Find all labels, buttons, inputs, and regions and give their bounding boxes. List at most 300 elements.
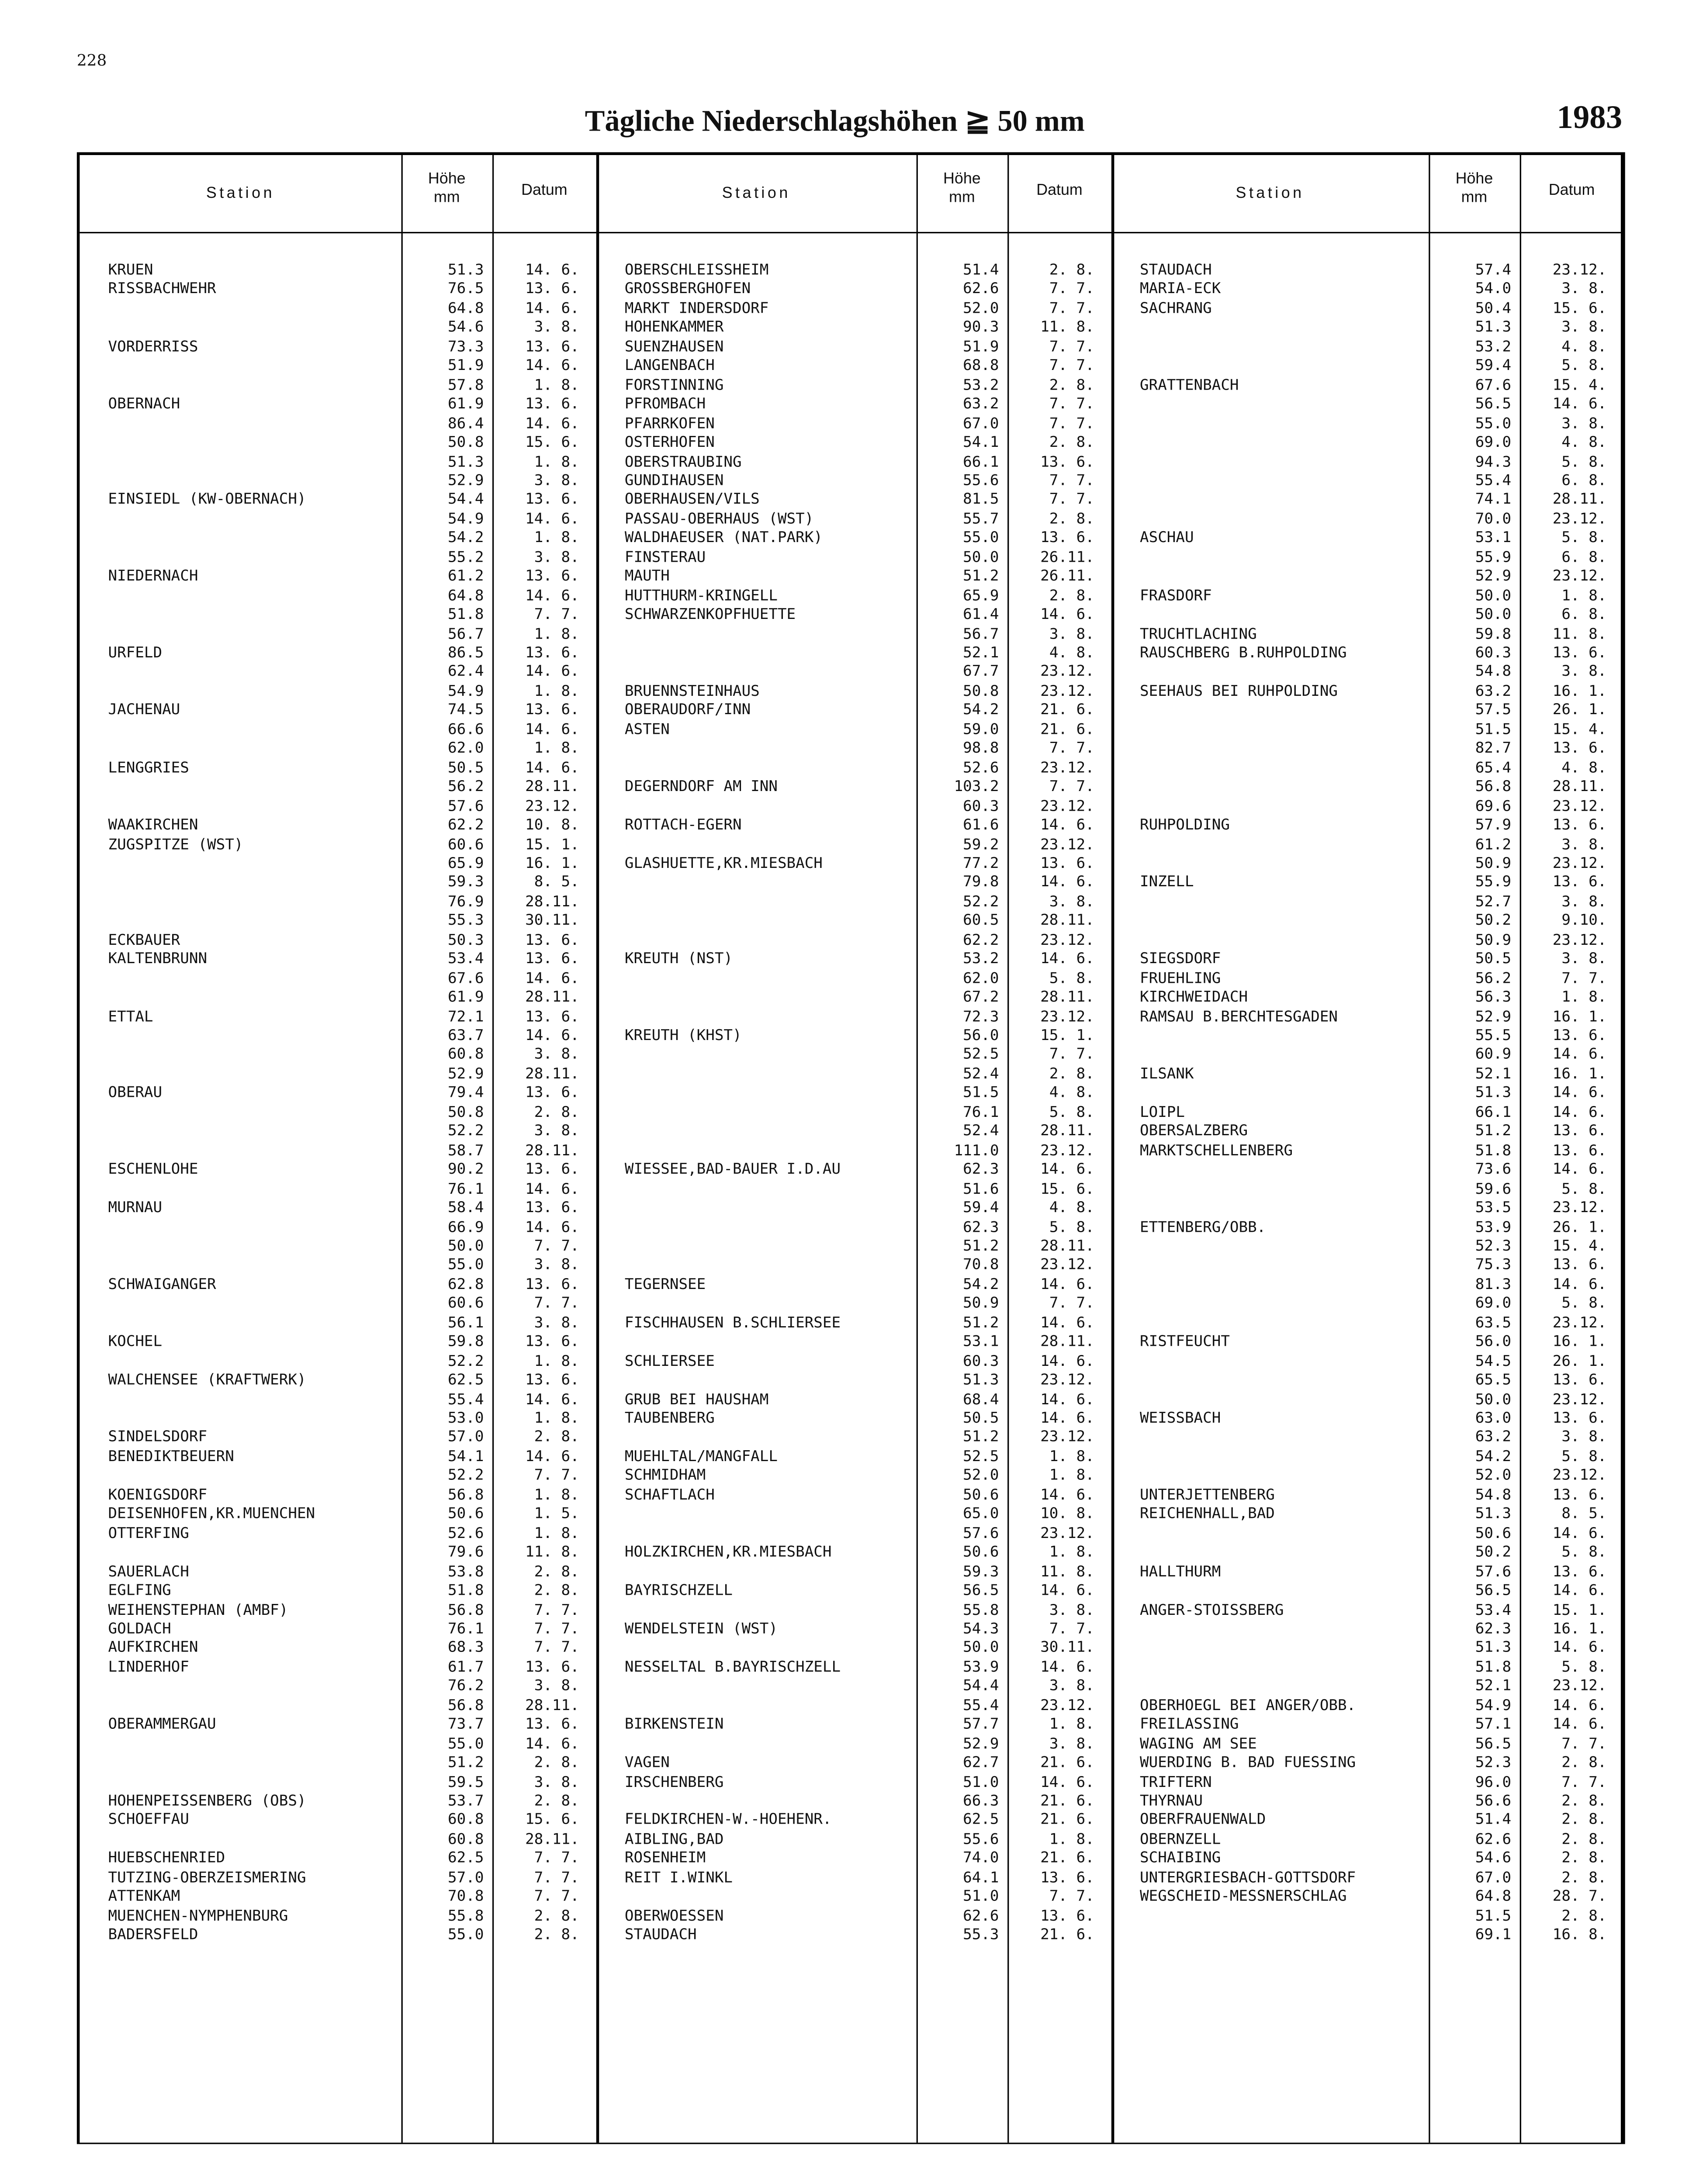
datum-value: 14. 6.: [1552, 1639, 1607, 1657]
station-name: KOENIGSDORF: [108, 1486, 208, 1504]
hoehe-value: 55.3: [963, 1926, 999, 1944]
datum-value: 14. 6.: [1552, 1524, 1607, 1542]
datum-value: 5. 8.: [1561, 1448, 1607, 1465]
station-name: FREILASSING: [1140, 1716, 1239, 1733]
hoehe-value: 55.0: [448, 1735, 484, 1752]
hoehe-value: 60.6: [448, 836, 484, 853]
datum-value: 2. 8.: [1049, 377, 1094, 394]
hoehe-value: 62.5: [448, 1372, 484, 1389]
hoehe-value: 50.6: [963, 1486, 999, 1504]
hoehe-value: 50.3: [448, 931, 484, 949]
datum-value: 3. 8.: [534, 1123, 579, 1140]
hoehe-value: 54.3: [963, 1620, 999, 1638]
datum-value: 1. 8.: [534, 740, 579, 757]
page-number: 228: [76, 51, 107, 70]
hoehe-value: 50.0: [963, 549, 999, 566]
hoehe-value: 56.6: [1475, 1793, 1512, 1810]
station-name: URFELD: [108, 644, 163, 662]
datum-value: 16. 1.: [525, 855, 579, 872]
datum-value: 14. 6.: [1552, 1046, 1607, 1064]
datum-value: 23.12.: [1040, 683, 1094, 700]
hoehe-value: 51.8: [448, 606, 484, 623]
datum-value: 7. 7.: [534, 1850, 579, 1867]
station-name: KREUTH (NST): [624, 950, 733, 968]
hoehe-value: 64.8: [1475, 1888, 1512, 1906]
datum-value: 16. 1.: [1552, 1620, 1607, 1638]
datum-value: 1. 5.: [534, 1505, 579, 1523]
hoehe-value: 79.6: [448, 1544, 484, 1561]
hoehe-value: 51.3: [448, 262, 484, 279]
hoehe-value: 81.3: [1475, 1276, 1512, 1293]
datum-value: 7. 7.: [1049, 472, 1094, 490]
datum-value: 1. 8.: [534, 1410, 579, 1427]
hoehe-value: 53.2: [963, 950, 999, 968]
datum-value: 14. 6.: [525, 357, 579, 375]
station-name: ZUGSPITZE (WST): [108, 836, 243, 853]
datum-value: 3. 8.: [534, 549, 579, 566]
station-name: VORDERRISS: [108, 338, 198, 356]
datum-value: 16. 1.: [1552, 1333, 1607, 1351]
datum-value: 13. 6.: [525, 950, 579, 968]
datum-value: 1. 8.: [534, 683, 579, 700]
hoehe-value: 59.0: [963, 721, 999, 738]
station-name: WUERDING B. BAD FUESSING: [1140, 1754, 1356, 1772]
datum-value: 13. 6.: [525, 281, 579, 298]
station-name: HALLTHURM: [1140, 1563, 1221, 1580]
station-name: WALCHENSEE (KRAFTWERK): [108, 1372, 306, 1389]
hoehe-value: 61.6: [963, 816, 999, 834]
station-name: GRUB BEI HAUSHAM: [624, 1391, 769, 1408]
hoehe-value: 58.7: [448, 1142, 484, 1159]
hoehe-value: 55.4: [963, 1697, 999, 1714]
datum-value: 15. 1.: [525, 836, 579, 853]
datum-value: 2. 8.: [534, 1907, 579, 1925]
hoehe-value: 70.0: [1475, 510, 1512, 528]
datum-value: 26.11.: [1040, 549, 1094, 566]
datum-value: 6. 8.: [1561, 549, 1607, 566]
hoehe-value: 52.2: [448, 1352, 484, 1370]
hoehe-value: 74.1: [1475, 491, 1512, 509]
hoehe-value: 81.5: [963, 491, 999, 509]
datum-value: 15. 1.: [1552, 1601, 1607, 1619]
datum-value: 14. 6.: [525, 587, 579, 605]
hoehe-value: 50.0: [448, 1237, 484, 1255]
datum-value: 3. 8.: [1561, 950, 1607, 968]
station-name: SCHMIDHAM: [624, 1467, 706, 1485]
hoehe-value: 59.6: [1475, 1180, 1512, 1198]
datum-value: 5. 8.: [1561, 529, 1607, 547]
hoehe-value: 59.4: [963, 1199, 999, 1217]
hoehe-value: 56.7: [963, 625, 999, 643]
station-name: EGLFING: [108, 1582, 171, 1600]
datum-value: 7. 7.: [534, 1237, 579, 1255]
datum-value: 7. 7.: [534, 1620, 579, 1638]
hoehe-value: 51.3: [1475, 1639, 1512, 1657]
datum-value: 13. 6.: [525, 1659, 579, 1676]
hoehe-value: 62.3: [963, 1218, 999, 1236]
hoehe-value: 59.5: [448, 1773, 484, 1791]
column-divider: [596, 155, 599, 2143]
hoehe-value: 51.8: [448, 1582, 484, 1600]
datum-value: 1. 8.: [1049, 1716, 1094, 1733]
datum-value: 5. 8.: [1049, 1218, 1094, 1236]
station-name: WIESSEE,BAD-BAUER I.D.AU: [624, 1161, 841, 1178]
datum-value: 5. 8.: [1561, 1180, 1607, 1198]
station-name: FISCHHAUSEN B.SCHLIERSEE: [624, 1314, 841, 1331]
hoehe-value: 62.0: [448, 740, 484, 757]
datum-value: 14. 6.: [525, 1027, 579, 1044]
datum-value: 13. 6.: [1040, 1907, 1094, 1925]
datum-value: 1. 8.: [1049, 1467, 1094, 1485]
datum-value: 14. 6.: [525, 300, 579, 317]
hoehe-value: 59.3: [963, 1563, 999, 1580]
hoehe-value: 66.6: [448, 721, 484, 738]
datum-value: 28.11.: [1040, 1333, 1094, 1351]
hoehe-value: 53.1: [1475, 529, 1512, 547]
hoehe-value: 56.0: [963, 1027, 999, 1044]
hoehe-value: 74.0: [963, 1850, 999, 1867]
station-name: NIEDERNACH: [108, 568, 198, 585]
datum-value: 4. 8.: [1049, 644, 1094, 662]
station-name: INZELL: [1140, 874, 1194, 892]
datum-value: 14. 6.: [1040, 1314, 1094, 1331]
hoehe-value: 54.2: [963, 702, 999, 719]
datum-value: 2. 8.: [534, 1103, 579, 1121]
datum-value: 13. 6.: [1552, 1257, 1607, 1274]
hoehe-value: 52.4: [963, 1065, 999, 1083]
station-name: TAUBENBERG: [624, 1410, 715, 1427]
datum-value: 16. 1.: [1552, 1008, 1607, 1025]
datum-value: 5. 8.: [1561, 1659, 1607, 1676]
datum-value: 23.12.: [1552, 1391, 1607, 1408]
hoehe-value: 62.6: [1475, 1831, 1512, 1848]
station-name: REICHENHALL,BAD: [1140, 1505, 1275, 1523]
datum-value: 8. 5.: [534, 874, 579, 892]
hoehe-value: 61.2: [448, 568, 484, 585]
hoehe-value: 54.1: [448, 1448, 484, 1465]
hoehe-value: 72.3: [963, 1008, 999, 1025]
datum-value: 23.12.: [1552, 1678, 1607, 1695]
station-name: OBERWOESSEN: [624, 1907, 724, 1925]
station-name: OBERNACH: [108, 395, 180, 413]
hoehe-value: 68.3: [448, 1639, 484, 1657]
station-name: ESCHENLOHE: [108, 1161, 198, 1178]
datum-value: 23.12.: [1552, 855, 1607, 872]
datum-value: 2. 8.: [1561, 1811, 1607, 1829]
hoehe-value: 51.0: [963, 1888, 999, 1906]
header-datum: Datum: [1548, 182, 1595, 200]
datum-value: 14. 6.: [525, 663, 579, 681]
datum-value: 6. 8.: [1561, 606, 1607, 623]
station-name: STAUDACH: [1140, 262, 1212, 279]
hoehe-value: 52.2: [963, 893, 999, 911]
hoehe-value: 57.6: [1475, 1563, 1512, 1580]
datum-value: 11. 8.: [1040, 1563, 1094, 1580]
hoehe-value: 55.9: [1475, 549, 1512, 566]
hoehe-value: 86.5: [448, 644, 484, 662]
datum-value: 13. 6.: [1552, 816, 1607, 834]
datum-value: 13. 6.: [1552, 1563, 1607, 1580]
hoehe-value: 54.6: [448, 319, 484, 336]
station-name: OBERSCHLEISSHEIM: [624, 262, 769, 279]
header-hoehe: Höhe mm: [1455, 170, 1493, 207]
station-name: GOLDACH: [108, 1620, 171, 1638]
hoehe-value: 55.7: [963, 510, 999, 528]
datum-value: 28.11.: [525, 1831, 579, 1848]
hoehe-value: 76.9: [448, 893, 484, 911]
hoehe-value: 57.1: [1475, 1716, 1512, 1733]
station-name: OBERSALZBERG: [1140, 1123, 1248, 1140]
datum-value: 14. 6.: [1552, 1103, 1607, 1121]
datum-value: 13. 6.: [525, 702, 579, 719]
datum-value: 28. 7.: [1552, 1888, 1607, 1906]
datum-value: 13. 6.: [1552, 874, 1607, 892]
hoehe-value: 62.3: [963, 1161, 999, 1178]
datum-value: 2. 8.: [1561, 1831, 1607, 1848]
hoehe-value: 51.5: [1475, 721, 1512, 738]
hoehe-value: 52.4: [963, 1123, 999, 1140]
station-name: OBERAUDORF/INN: [624, 702, 751, 719]
datum-value: 2. 8.: [1561, 1869, 1607, 1887]
datum-value: 7. 7.: [1049, 415, 1094, 432]
hoehe-value: 63.2: [963, 395, 999, 413]
datum-value: 7. 7.: [1049, 740, 1094, 757]
station-name: OBERHOEGL BEI ANGER/OBB.: [1140, 1697, 1356, 1714]
datum-value: 2. 8.: [1049, 262, 1094, 279]
hoehe-value: 50.9: [1475, 931, 1512, 949]
datum-value: 23.12.: [1040, 836, 1094, 853]
datum-value: 16. 8.: [1552, 1926, 1607, 1944]
hoehe-value: 52.5: [963, 1046, 999, 1064]
datum-value: 13. 6.: [525, 568, 579, 585]
datum-value: 13. 6.: [525, 338, 579, 356]
station-name: BADERSFELD: [108, 1926, 198, 1944]
hoehe-value: 72.1: [448, 1008, 484, 1025]
datum-value: 7. 7.: [1561, 970, 1607, 987]
hoehe-value: 86.4: [448, 415, 484, 432]
hoehe-value: 51.3: [1475, 1085, 1512, 1102]
hoehe-value: 62.6: [963, 1907, 999, 1925]
station-name: OBERSTRAUBING: [624, 453, 742, 470]
datum-value: 14. 6.: [1040, 1410, 1094, 1427]
hoehe-value: 73.3: [448, 338, 484, 356]
datum-value: 5. 8.: [1561, 1295, 1607, 1313]
datum-value: 14. 6.: [525, 970, 579, 987]
hoehe-value: 51.8: [1475, 1142, 1512, 1159]
datum-value: 14. 6.: [1040, 1659, 1094, 1676]
hoehe-value: 56.2: [448, 778, 484, 796]
station-name: OBERAU: [108, 1085, 163, 1102]
hoehe-value: 61.7: [448, 1659, 484, 1676]
hoehe-value: 75.3: [1475, 1257, 1512, 1274]
hoehe-value: 56.5: [963, 1582, 999, 1600]
hoehe-value: 59.8: [1475, 625, 1512, 643]
station-name: ATTENKAM: [108, 1888, 180, 1906]
station-name: WENDELSTEIN (WST): [624, 1620, 778, 1638]
station-name: ETTENBERG/OBB.: [1140, 1218, 1266, 1236]
hoehe-value: 52.0: [1475, 1467, 1512, 1485]
hoehe-value: 62.3: [1475, 1620, 1512, 1638]
datum-value: 28.11.: [525, 1065, 579, 1083]
datum-value: 1. 8.: [534, 1486, 579, 1504]
datum-value: 28.11.: [525, 778, 579, 796]
column-divider: [917, 155, 918, 2143]
hoehe-value: 56.8: [448, 1486, 484, 1504]
hoehe-value: 52.0: [963, 1467, 999, 1485]
hoehe-value: 57.0: [448, 1869, 484, 1887]
station-name: FRUEHLING: [1140, 970, 1221, 987]
station-name: OBERAMMERGAU: [108, 1716, 216, 1733]
hoehe-value: 90.3: [963, 319, 999, 336]
datum-value: 13. 6.: [525, 1008, 579, 1025]
hoehe-value: 67.6: [448, 970, 484, 987]
hoehe-value: 51.9: [448, 357, 484, 375]
hoehe-value: 67.0: [963, 415, 999, 432]
hoehe-value: 54.4: [963, 1678, 999, 1695]
datum-value: 13. 6.: [525, 1276, 579, 1293]
hoehe-value: 52.9: [963, 1735, 999, 1752]
datum-value: 7. 7.: [1049, 778, 1094, 796]
datum-value: 3. 8.: [534, 1773, 579, 1791]
hoehe-value: 65.0: [963, 1505, 999, 1523]
datum-value: 7. 7.: [534, 1888, 579, 1906]
station-name: OBERFRAUENWALD: [1140, 1811, 1266, 1829]
datum-value: 13. 6.: [1552, 1372, 1607, 1389]
datum-value: 8. 5.: [1561, 1505, 1607, 1523]
datum-value: 13. 6.: [1552, 1123, 1607, 1140]
hoehe-value: 67.6: [1475, 377, 1512, 394]
station-name: KOCHEL: [108, 1333, 163, 1351]
datum-value: 7. 7.: [1049, 338, 1094, 356]
station-name: DEISENHOFEN,KR.MUENCHEN: [108, 1505, 315, 1523]
hoehe-value: 62.5: [963, 1811, 999, 1829]
station-name: WEIHENSTEPHAN (AMBF): [108, 1601, 288, 1619]
station-name: EINSIEDL (KW-OBERNACH): [108, 491, 306, 509]
hoehe-value: 76.5: [448, 281, 484, 298]
hoehe-value: 67.2: [963, 989, 999, 1006]
datum-value: 2. 8.: [1561, 1793, 1607, 1810]
datum-value: 21. 6.: [1040, 1754, 1094, 1772]
datum-value: 14. 6.: [525, 1735, 579, 1752]
hoehe-value: 60.8: [448, 1046, 484, 1064]
datum-value: 1. 8.: [1561, 989, 1607, 1006]
hoehe-value: 53.4: [1475, 1601, 1512, 1619]
station-name: GROSSBERGHOFEN: [624, 281, 751, 298]
station-name: AUFKIRCHEN: [108, 1639, 198, 1657]
datum-value: 14. 6.: [1552, 1697, 1607, 1714]
station-name: GUNDIHAUSEN: [624, 472, 724, 490]
hoehe-value: 65.5: [1475, 1372, 1512, 1389]
station-name: RAUSCHBERG B.RUHPOLDING: [1140, 644, 1347, 662]
hoehe-value: 61.2: [1475, 836, 1512, 853]
datum-value: 14. 6.: [1552, 1716, 1607, 1733]
datum-value: 23.12.: [1552, 1314, 1607, 1331]
station-name: VAGEN: [624, 1754, 670, 1772]
datum-value: 7. 7.: [534, 1467, 579, 1485]
hoehe-value: 53.2: [963, 377, 999, 394]
hoehe-value: 62.6: [963, 281, 999, 298]
precipitation-table: [77, 152, 1625, 2144]
datum-value: 30.11.: [1040, 1639, 1094, 1657]
hoehe-value: 54.6: [1475, 1850, 1512, 1867]
hoehe-value: 50.2: [1475, 1544, 1512, 1561]
datum-value: 13. 6.: [1040, 1869, 1094, 1887]
hoehe-value: 59.3: [448, 874, 484, 892]
datum-value: 14. 6.: [1040, 606, 1094, 623]
datum-value: 14. 6.: [1040, 1391, 1094, 1408]
hoehe-value: 60.6: [448, 1295, 484, 1313]
station-name: RISSBACHWEHR: [108, 281, 216, 298]
hoehe-value: 54.1: [963, 434, 999, 451]
datum-value: 14. 6.: [1552, 1085, 1607, 1102]
station-name: UNTERJETTENBERG: [1140, 1486, 1275, 1504]
column-divider: [492, 155, 494, 2143]
hoehe-value: 51.2: [1475, 1123, 1512, 1140]
hoehe-value: 50.0: [1475, 587, 1512, 605]
hoehe-value: 52.0: [963, 300, 999, 317]
hoehe-value: 62.4: [448, 663, 484, 681]
hoehe-value: 90.2: [448, 1161, 484, 1178]
datum-value: 14. 6.: [1552, 1582, 1607, 1600]
hoehe-value: 66.9: [448, 1218, 484, 1236]
station-name: BRUENNSTEINHAUS: [624, 683, 760, 700]
hoehe-value: 74.5: [448, 702, 484, 719]
datum-value: 14. 6.: [1040, 950, 1094, 968]
datum-value: 3. 8.: [1561, 663, 1607, 681]
station-name: LANGENBACH: [624, 357, 715, 375]
station-name: AIBLING,BAD: [624, 1831, 724, 1848]
hoehe-value: 52.5: [963, 1448, 999, 1465]
hoehe-value: 51.5: [1475, 1907, 1512, 1925]
hoehe-value: 56.0: [1475, 1333, 1512, 1351]
hoehe-value: 52.1: [963, 644, 999, 662]
datum-value: 7. 7.: [534, 1639, 579, 1657]
station-name: BENEDIKTBEUERN: [108, 1448, 234, 1465]
station-name: SCHAFTLACH: [624, 1486, 715, 1504]
datum-value: 15. 6.: [1552, 300, 1607, 317]
hoehe-value: 57.4: [1475, 262, 1512, 279]
hoehe-value: 51.3: [1475, 1505, 1512, 1523]
station-name: LINDERHOF: [108, 1659, 189, 1676]
datum-value: 2. 8.: [534, 1926, 579, 1944]
hoehe-value: 60.3: [963, 1352, 999, 1370]
datum-value: 9.10.: [1561, 912, 1607, 930]
datum-value: 3. 8.: [1049, 1678, 1094, 1695]
station-name: WALDHAEUSER (NAT.PARK): [624, 529, 823, 547]
hoehe-value: 54.8: [1475, 1486, 1512, 1504]
hoehe-value: 53.9: [963, 1659, 999, 1676]
datum-value: 1. 8.: [534, 529, 579, 547]
page-title: Tägliche Niederschlagshöhen ≧ 50 mm: [585, 104, 1085, 138]
datum-value: 5. 8.: [1561, 1544, 1607, 1561]
datum-value: 14. 6.: [525, 759, 579, 777]
datum-value: 3. 8.: [1561, 281, 1607, 298]
header-datum: Datum: [1036, 182, 1083, 200]
hoehe-value: 52.9: [448, 1065, 484, 1083]
datum-value: 21. 6.: [1040, 721, 1094, 738]
datum-value: 10. 8.: [525, 816, 579, 834]
hoehe-value: 66.1: [1475, 1103, 1512, 1121]
datum-value: 13. 6.: [525, 931, 579, 949]
datum-value: 13. 6.: [1552, 1142, 1607, 1159]
datum-value: 28.11.: [1040, 1237, 1094, 1255]
hoehe-value: 56.1: [448, 1314, 484, 1331]
hoehe-value: 50.0: [1475, 1391, 1512, 1408]
datum-value: 23.12.: [525, 797, 579, 815]
hoehe-value: 51.2: [963, 1237, 999, 1255]
hoehe-value: 51.2: [448, 1754, 484, 1772]
station-name: HOHENPEISSENBERG (OBS): [108, 1793, 306, 1810]
